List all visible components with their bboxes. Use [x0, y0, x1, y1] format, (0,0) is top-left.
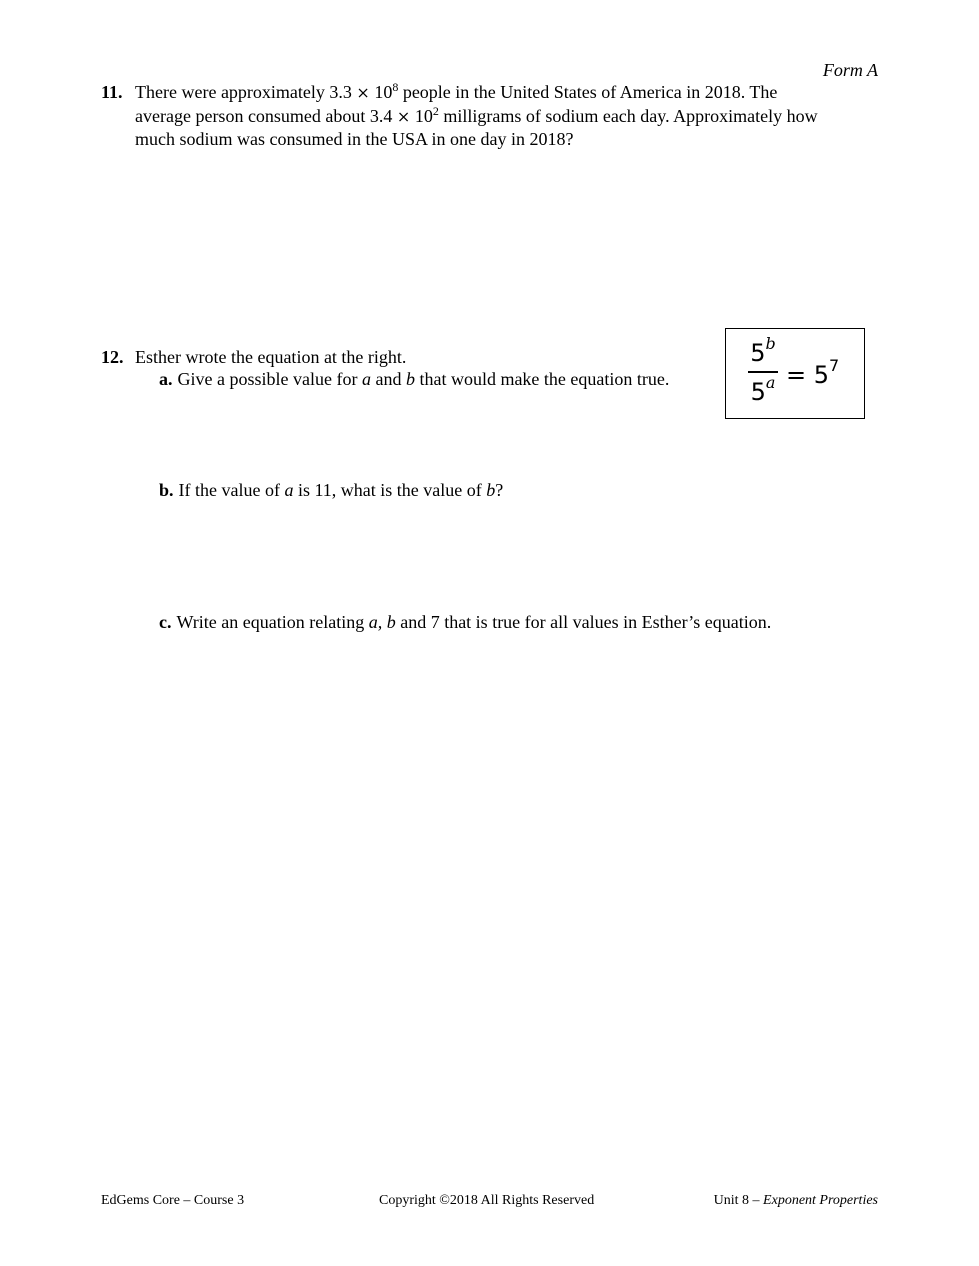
problem-line: much sodium was consumed in the USA in one day in 2018? [135, 129, 574, 149]
equation-fraction [748, 334, 778, 408]
denominator: 5$^a$ [750, 372, 776, 406]
part-c: c. Write an equation relating a, b and 7 that is true for all values in Esther’s equation. [159, 612, 772, 632]
equation-box [725, 328, 865, 419]
problem-line: There were approximately $3.3 \times 10^8$ people in the United States of America in 2018. The [135, 80, 778, 102]
problem-number: 12. [101, 347, 124, 367]
numerator: 5$^b$ [750, 334, 776, 367]
form-label: Form A [822, 60, 878, 80]
problem-number: 11. [101, 82, 123, 102]
problem-11 [101, 81, 881, 151]
problem-intro: Esther wrote the equation at the right. [135, 347, 407, 367]
footer-center: Copyright ©2018 All Rights Reserved [379, 1193, 595, 1208]
part-b: b. If the value of a is 11, what is the value of b? [159, 480, 504, 500]
problem-text [135, 81, 881, 151]
footer-right: Unit 8 – Exponent Properties [713, 1193, 878, 1208]
problem-line: average person consumed about $3.4 \times 10^2$ milligrams of sodium each day. Approximately how [135, 103, 818, 126]
equation-rhs: = $5^7$ [786, 356, 840, 389]
part-a: a. Give a possible value for a and b that would make the equation true. [159, 369, 670, 389]
footer-left: EdGems Core – Course 3 [101, 1193, 245, 1208]
